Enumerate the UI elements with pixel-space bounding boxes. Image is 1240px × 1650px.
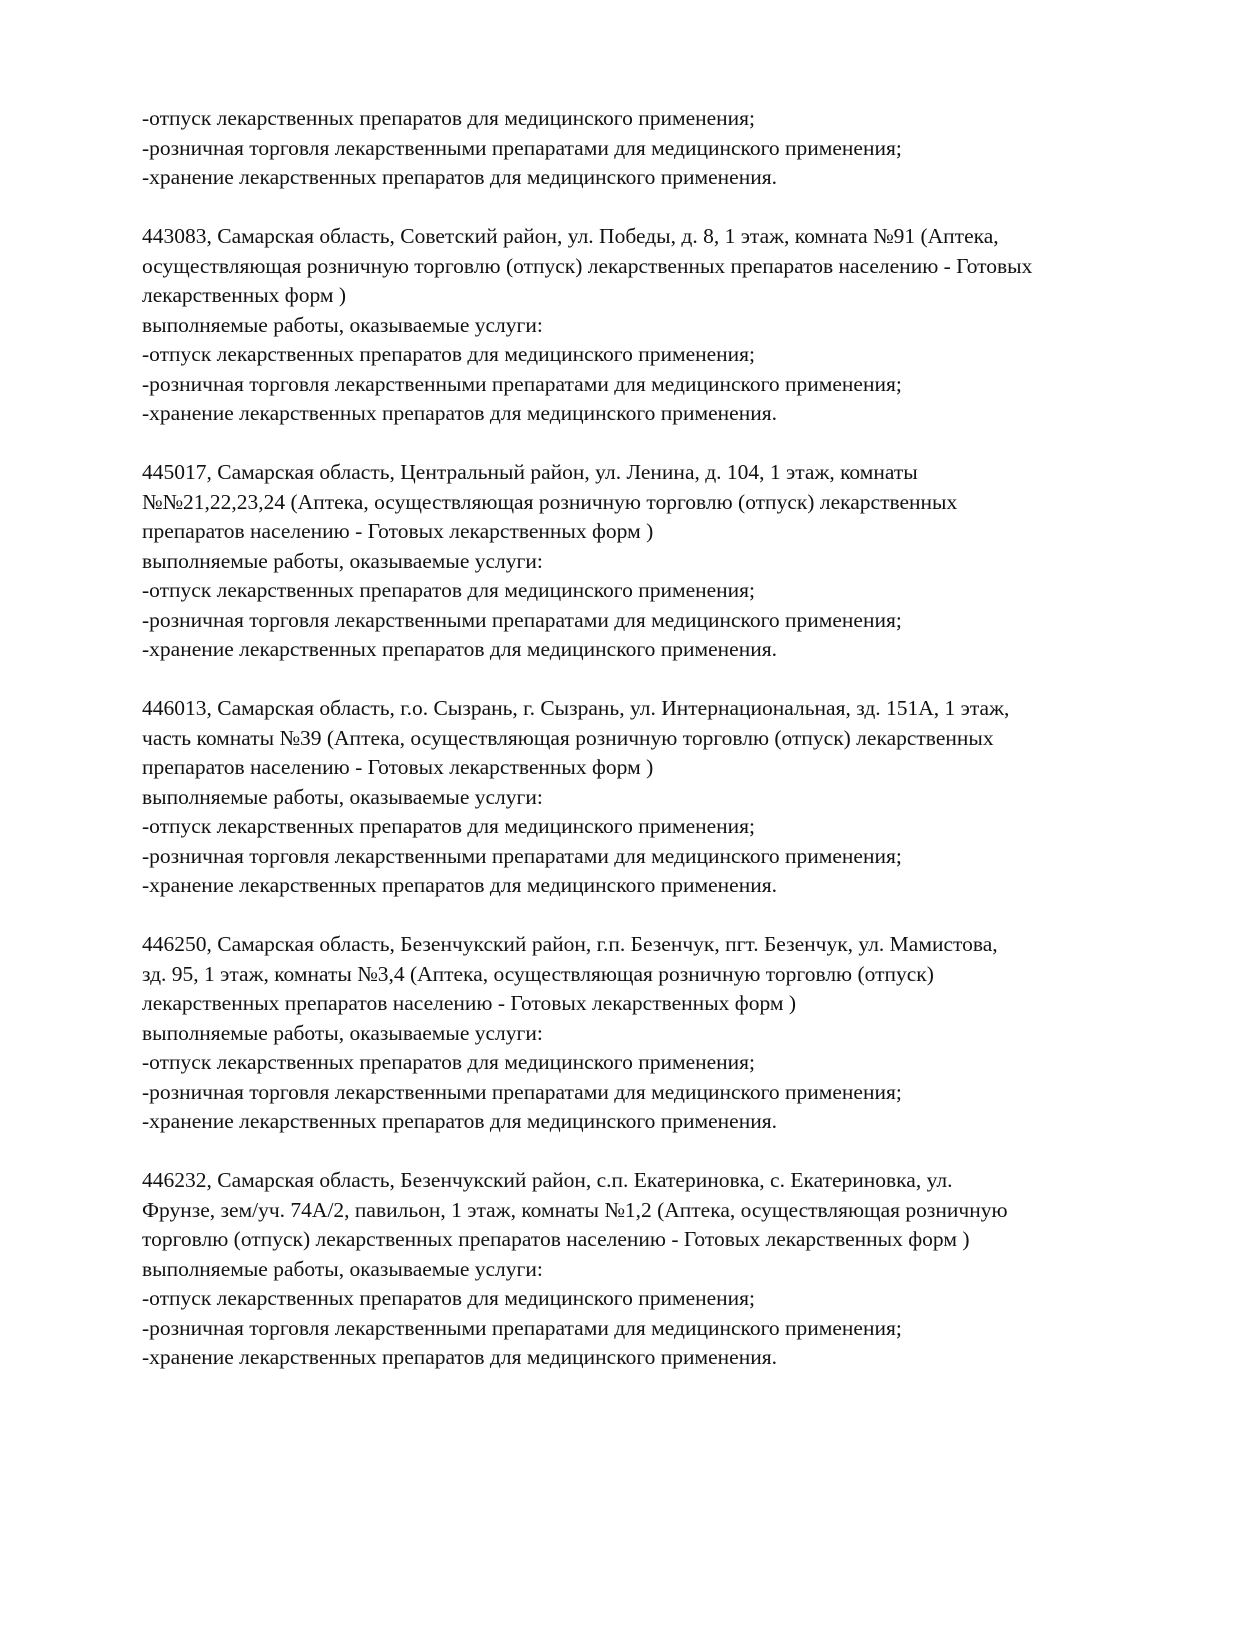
- address-line: 446013, Самарская область, г.о. Сызрань, г. Сызрань, ул. Интернациональная, зд. 151А, 1 этаж,: [142, 696, 1010, 720]
- service-line: -отпуск лекарственных препаратов для медицинского применения;: [142, 578, 756, 602]
- service-line: -хранение лекарственных препаратов для медицинского применения.: [142, 637, 777, 661]
- service-line: -хранение лекарственных препаратов для медицинского применения.: [142, 165, 777, 189]
- pharmacy-entry-5: [142, 1166, 1202, 1373]
- address-line: торговлю (отпуск) лекарственных препаратов населению - Готовых лекарственных форм ): [142, 1227, 970, 1251]
- address-line: препаратов населению - Готовых лекарственных форм ): [142, 519, 654, 543]
- pharmacy-entry-2: [142, 458, 1202, 665]
- services-heading: выполняемые работы, оказываемые услуги:: [142, 1256, 543, 1281]
- pharmacy-entry-1: [142, 222, 1202, 429]
- address-line: часть комнаты №39 (Аптека, осуществляющая розничную торговлю (отпуск) лекарственных: [142, 725, 994, 750]
- service-line: -розничная торговля лекарственными препаратами для медицинского применения;: [142, 1315, 902, 1340]
- service-line: -хранение лекарственных препаратов для медицинского применения.: [142, 873, 777, 897]
- address-line: 445017, Самарская область, Центральный район, ул. Ленина, д. 104, 1 этаж, комнаты: [142, 460, 918, 484]
- service-line: -отпуск лекарственных препаратов для медицинского применения;: [142, 814, 756, 838]
- service-line: -розничная торговля лекарственными препаратами для медицинского применения;: [142, 371, 902, 396]
- service-line: -розничная торговля лекарственными препаратами для медицинского применения;: [142, 1079, 902, 1104]
- address-line: препаратов населению - Готовых лекарственных форм ): [142, 755, 654, 779]
- service-line: -хранение лекарственных препаратов для медицинского применения.: [142, 1345, 777, 1369]
- services-heading: выполняемые работы, оказываемые услуги:: [142, 548, 543, 573]
- address-line: лекарственных форм ): [142, 283, 347, 307]
- address-line: 443083, Самарская область, Советский район, ул. Победы, д. 8, 1 этаж, комната №91 (Аптека,: [142, 224, 999, 248]
- service-line: -розничная торговля лекарственными препаратами для медицинского применения;: [142, 843, 902, 868]
- document-page: [142, 104, 1202, 1373]
- services-heading: выполняемые работы, оказываемые услуги:: [142, 1020, 543, 1045]
- pharmacy-entry-4: [142, 930, 1202, 1137]
- address-line: осуществляющая розничную торговлю (отпуск) лекарственных препаратов населению - Готовых: [142, 253, 1033, 278]
- service-line: -хранение лекарственных препаратов для медицинского применения.: [142, 401, 777, 425]
- service-line: -розничная торговля лекарственными препаратами для медицинского применения;: [142, 607, 902, 632]
- pharmacy-entry-3: [142, 694, 1202, 901]
- service-line: -отпуск лекарственных препаратов для медицинского применения;: [142, 106, 756, 130]
- address-line: 446250, Самарская область, Безенчукский район, г.п. Безенчук, пгт. Безенчук, ул. Мамистова,: [142, 932, 998, 956]
- services-heading: выполняемые работы, оказываемые услуги:: [142, 312, 543, 337]
- service-line: -отпуск лекарственных препаратов для медицинского применения;: [142, 1050, 756, 1074]
- service-line: -хранение лекарственных препаратов для медицинского применения.: [142, 1109, 777, 1133]
- intro-services-block: [142, 104, 1202, 193]
- service-line: -розничная торговля лекарственными препаратами для медицинского применения;: [142, 135, 902, 160]
- address-line: 446232, Самарская область, Безенчукский район, с.п. Екатериновка, с. Екатериновка, ул.: [142, 1168, 953, 1192]
- services-heading: выполняемые работы, оказываемые услуги:: [142, 784, 543, 809]
- address-line: №№21,22,23,24 (Аптека, осуществляющая розничную торговлю (отпуск) лекарственных: [142, 489, 958, 514]
- address-line: лекарственных препаратов населению - Готовых лекарственных форм ): [142, 991, 797, 1015]
- service-line: -отпуск лекарственных препаратов для медицинского применения;: [142, 342, 756, 366]
- address-line: Фрунзе, зем/уч. 74А/2, павильон, 1 этаж, комнаты №1,2 (Аптека, осуществляющая розничную: [142, 1197, 1008, 1222]
- address-line: зд. 95, 1 этаж, комнаты №3,4 (Аптека, осуществляющая розничную торговлю (отпуск): [142, 961, 934, 986]
- service-line: -отпуск лекарственных препаратов для медицинского применения;: [142, 1286, 756, 1310]
